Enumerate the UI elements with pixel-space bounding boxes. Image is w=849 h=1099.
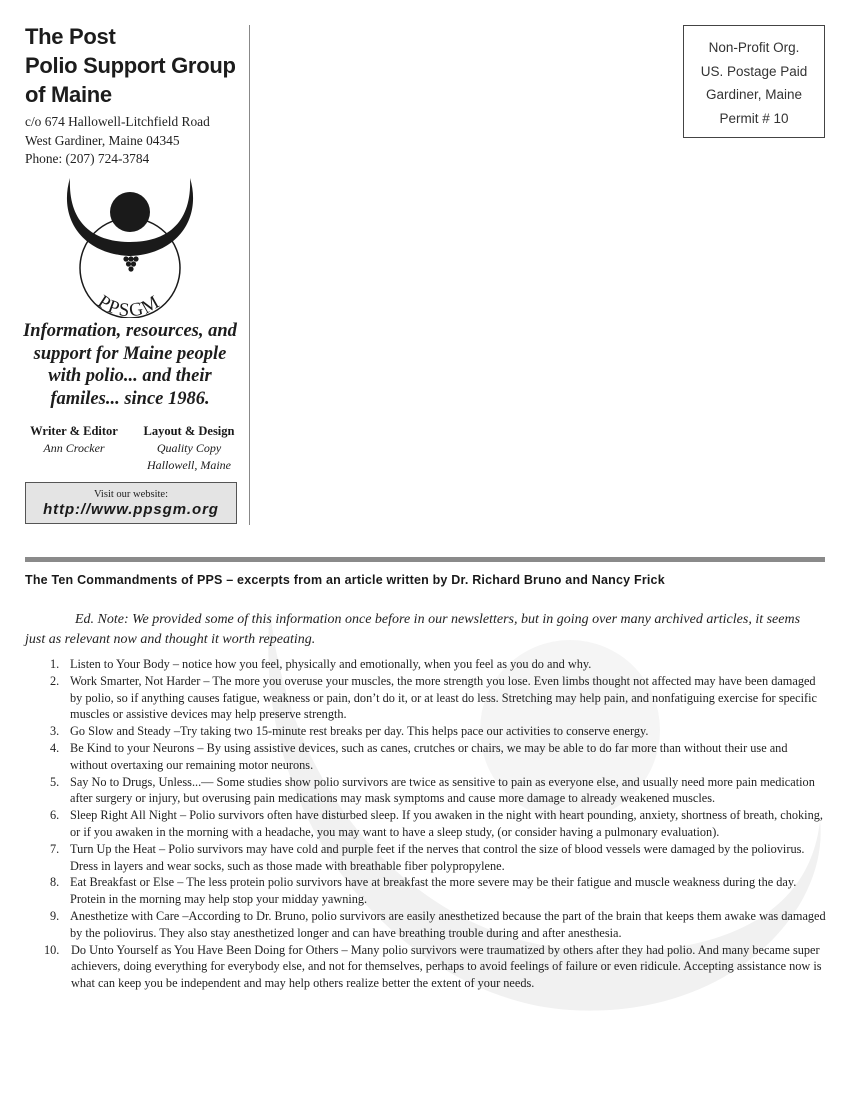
section-divider	[25, 557, 825, 562]
org-name-line-3: of Maine	[25, 82, 112, 107]
website-url[interactable]: http://www.ppsgm.org	[43, 501, 219, 518]
writer-credit	[24, 423, 124, 457]
svg-text:PPSGM	[94, 291, 164, 318]
list-item: 9. Anesthetize with Care –According to Dr. Bruno, polio survivors are easily anesthetized because the part of the brain that keeps them awake was damaged by the poliovirus. They also stay anesthetized longer and can have breathing trouble during and after anesthesia.	[50, 908, 826, 940]
postage-line-1: Non-Profit Org.	[708, 40, 800, 55]
list-item: 3. Go Slow and Steady –Try taking two 15-minute rest breaks per day. This helps pace our activities to conserve energy.	[50, 724, 649, 739]
postage-line-2: US. Postage Paid	[700, 63, 808, 79]
layout-location: Hallowell, Maine	[147, 458, 231, 472]
address-line-2: West Gardiner, Maine 04345	[25, 132, 180, 148]
list-item: 2. Work Smarter, Not Harder – The more you overuse your muscles, the more strength you lose. Even limbs thought not affected may have been damaged by polio, so if anything causes fatigue, weakness or pain, don’t do it, or at least do less. Stretching may help pain, and nonfatiguing exercise for specific muscles or assistive devices may help preserve strength.	[50, 673, 817, 722]
logo-text: PPSGM	[93, 291, 165, 318]
website-label: Visit our website:	[93, 489, 169, 500]
phone-line: Phone: (207) 724-3784	[25, 151, 150, 166]
column-divider	[249, 25, 250, 525]
postage-line-4: Permit # 10	[719, 110, 789, 126]
organization-name	[25, 22, 250, 109]
layout-heading: Layout & Design	[143, 424, 235, 438]
postage-line-3: Gardiner, Maine	[705, 87, 803, 102]
list-item: 7. Turn Up the Heat – Polio survivors may have cold and purple feet if the nerves that control the size of blood vessels were damaged by the poliovirus. Dress in layers and wear socks, such as those made with breathable fiber polypropylene.	[50, 841, 805, 873]
tagline: Information, resources, and support for Maine people with polio... and their familes... since 1986.	[23, 321, 237, 409]
list-item: 4. Be Kind to your Neurons – By using assistive devices, such as canes, crutches or chairs, we may be able to do far more than without their use and without overtaxing our remaining motor neurons.	[50, 740, 788, 772]
layout-company: Quality Copy	[156, 441, 222, 455]
list-item: 6. Sleep Right All Night – Polio survivors often have disturbed sleep. If you awaken in the night with heart pounding, anxiety, shortness of breath, choking, or if you awaken in the morning with a headache, you may want to have a sleep study, (or consider having a pulmonary evaluation).	[50, 808, 823, 839]
writer-heading: Writer & Editor	[30, 424, 118, 438]
layout-credit	[136, 423, 242, 474]
address-line-1: c/o 674 Hallowell-Litchfield Road	[25, 114, 210, 129]
mailing-address	[25, 113, 250, 169]
editor-note: Ed. Note: We provided some of this information once before in our newsletters, but in going over many archived articles, it seems just as relevant now and thought it worth repeating.	[25, 612, 801, 647]
list-item: 5. Say No to Drugs, Unless...— Some studies show polio survivors are twice as sensitive to pain as everyone else, and usually need more pain medication after surgery or injury, but overusing pain medications may mask symptoms and cause more damage to already weakened muscles.	[50, 774, 815, 806]
list-item: 8. Eat Breakfast or Else – The less protein polio survivors have at breakfast the more severe may be their fatigue and muscle weakness during the day. Protein in the morning may help stop your midday yawning.	[50, 875, 797, 907]
org-name-line-2: Polio Support Group	[25, 53, 236, 78]
list-item: 1. Listen to Your Body – notice how you feel, physically and emotionally, when you feel as you do and why.	[50, 657, 592, 671]
ppsgm-logo	[60, 170, 200, 318]
writer-name: Ann Crocker	[43, 441, 105, 455]
website-box[interactable]	[25, 482, 237, 524]
article-title: The Ten Commandments of PPS – excerpts from an article written by Dr. Richard Bruno and Nancy Frick	[25, 573, 665, 587]
postage-indicia	[683, 25, 825, 138]
commandments-list	[44, 656, 828, 992]
list-item: 10. Do Unto Yourself as You Have Been Doing for Others – Many polio survivors were traumatized by others after they had polio. And many became super achievers, doing everything for everybody else, and not for themselves, perhaps to avoid feelings of failure or even ridicule. Accepting assistance now is what can keep you be independent and may help others realize better the extent of your needs.	[44, 942, 822, 991]
org-name-line-1: The Post	[25, 24, 116, 49]
